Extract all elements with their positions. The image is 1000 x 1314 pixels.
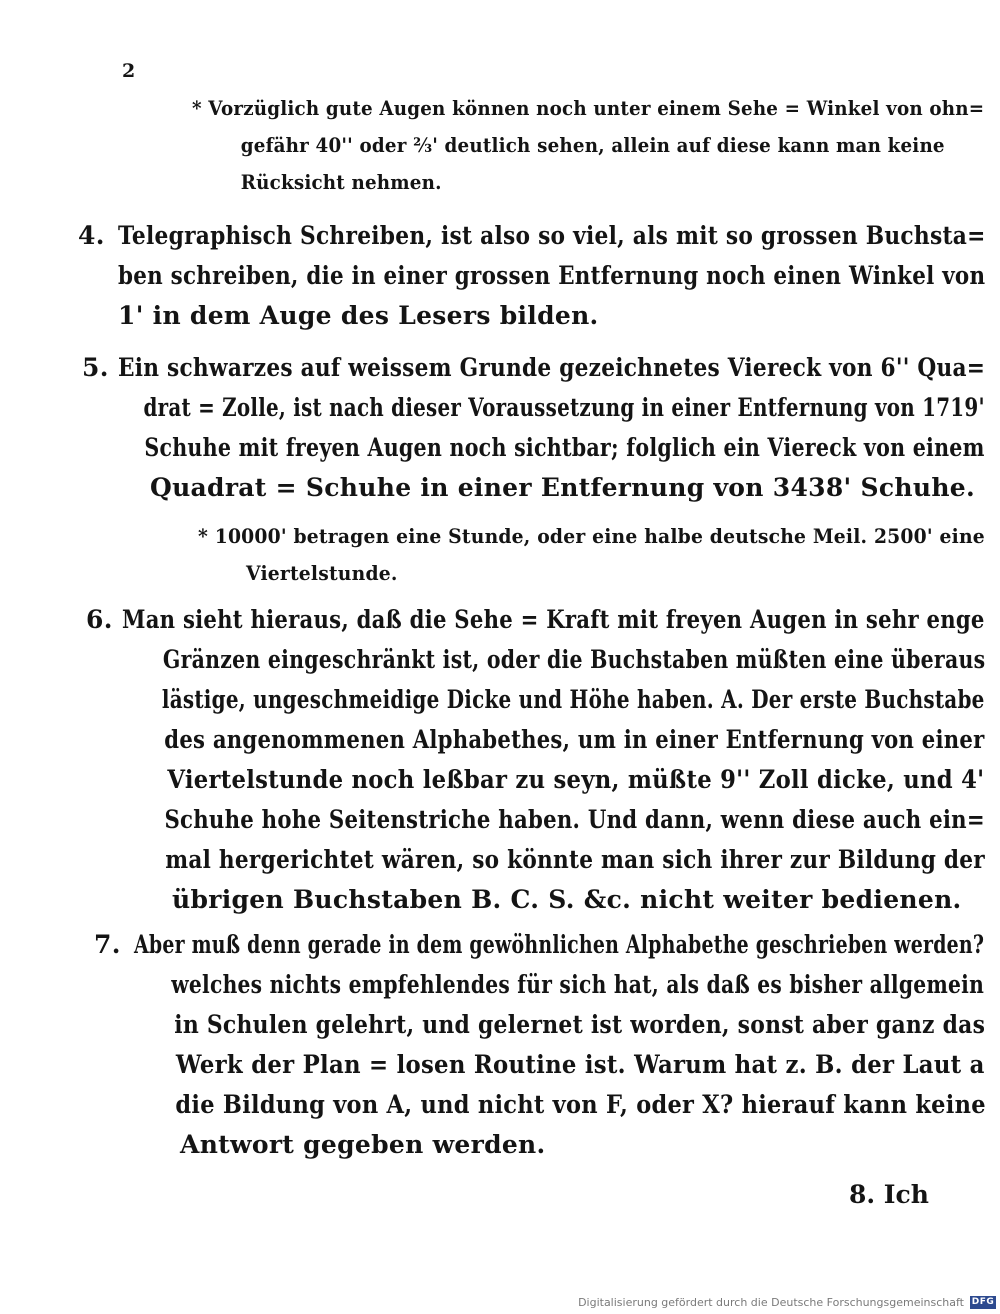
paragraph-7 — [94, 925, 986, 1165]
paragraph-6-line-3: lästige, ungeschmeidige Dicke und Höhe haben. A. Der erste Buchstabe — [161, 685, 985, 714]
paragraph-7-number: 7. — [94, 930, 121, 959]
paragraph-6-line-4: des angenommenen Alphabethes, um in einer Entfernung von einer — [164, 725, 985, 754]
footnote-1-line-2: gefähr 40'' oder ⅔' deutlich sehen, allein auf diese kann man keine — [240, 134, 945, 157]
paragraph-6-number: 6. — [86, 605, 113, 634]
paragraph-4-number: 4. — [78, 221, 105, 250]
footnote-2-line-1: * 10000' betragen eine Stunde, oder eine halbe deutsche Meil. 2500' eine — [198, 525, 985, 548]
paragraph-6-line-1: Man sieht hieraus, daß die Sehe = Kraft mit freyen Augen in sehr enge — [122, 605, 985, 634]
paragraph-6-line-6: Schuhe hohe Seitenstriche haben. Und dann, wenn diese auch ein= — [164, 805, 985, 834]
catchword: 8. Ich — [849, 1180, 929, 1209]
paragraph-5-line-1: Ein schwarzes auf weissem Grunde gezeichnetes Viereck von 6'' Qua= — [118, 353, 986, 382]
dfg-logo-icon: DFG — [971, 1296, 995, 1307]
digitization-credit — [578, 1294, 996, 1310]
paragraph-6-line-2: Gränzen eingeschränkt ist, oder die Buchstaben müßten eine überaus — [162, 645, 986, 674]
footnote-2 — [198, 518, 1000, 592]
paragraph-5 — [82, 348, 986, 508]
paragraph-5-number: 5. — [82, 353, 109, 382]
paragraph-6 — [86, 600, 986, 920]
page-number: 2 — [122, 60, 136, 82]
paragraph-4-line-2: ben schreiben, die in einer grossen Entfernung noch einen Winkel von — [118, 261, 986, 290]
paragraph-6-text — [86, 600, 986, 920]
paragraph-5-line-4: Quadrat = Schuhe in einer Entfernung von 3438' Schuhe. — [150, 473, 976, 502]
paragraph-5-line-3: Schuhe mit freyen Augen noch sichtbar; folglich ein Viereck von einem — [144, 433, 985, 462]
paragraph-7-line-5: die Bildung von A, und nicht von F, oder X? hierauf kann keine — [175, 1090, 986, 1119]
paragraph-6-line-8: übrigen Buchstaben B. C. S. &c. nicht weiter bedienen. — [172, 885, 962, 914]
footnote-1-line-3: Rücksicht nehmen. — [240, 171, 442, 194]
paragraph-7-line-1: Aber muß denn gerade in dem gewöhnlichen Alphabethe geschrieben werden? — [134, 930, 985, 959]
paragraph-4-text — [78, 216, 986, 336]
footnote-2-line-2: Viertelstunde. — [246, 562, 398, 585]
paragraph-7-line-3: in Schulen gelehrt, und gelernet ist worden, sonst aber ganz das — [174, 1010, 986, 1039]
paragraph-4 — [78, 216, 986, 336]
paragraph-7-line-6: Antwort gegeben werden. — [180, 1130, 546, 1159]
paragraph-6-line-5: Viertelstunde noch leßbar zu seyn, müßte 9'' Zoll dicke, und 4' — [167, 765, 985, 794]
paragraph-7-line-2: welches nichts empfehlendes für sich hat, als daß es bisher allgemein — [171, 970, 985, 999]
paragraph-4-line-1: Telegraphisch Schreiben, ist also so viel, als mit so grossen Buchsta= — [118, 221, 986, 250]
footnote-1-line-1: * Vorzüglich gute Augen können noch unter einem Sehe = Winkel von ohn= — [192, 97, 985, 120]
footnote-1 — [192, 90, 1000, 201]
paragraph-7-line-4: Werk der Plan = losen Routine ist. Warum hat z. B. der Laut a — [175, 1050, 985, 1079]
paragraph-6-line-7: mal hergerichtet wären, so könnte man sich ihrer zur Bildung der — [165, 845, 985, 874]
paragraph-5-line-2: drat = Zolle, ist nach dieser Voraussetzung in einer Entfernung von 1719' — [143, 393, 985, 422]
paragraph-7-text — [94, 925, 986, 1165]
paragraph-4-line-3: 1' in dem Auge des Lesers bilden. — [118, 301, 599, 330]
digitization-credit-text: Digitalisierung gefördert durch die Deutsche Forschungsgemeinschaft — [578, 1295, 964, 1309]
paragraph-5-text — [82, 348, 986, 508]
